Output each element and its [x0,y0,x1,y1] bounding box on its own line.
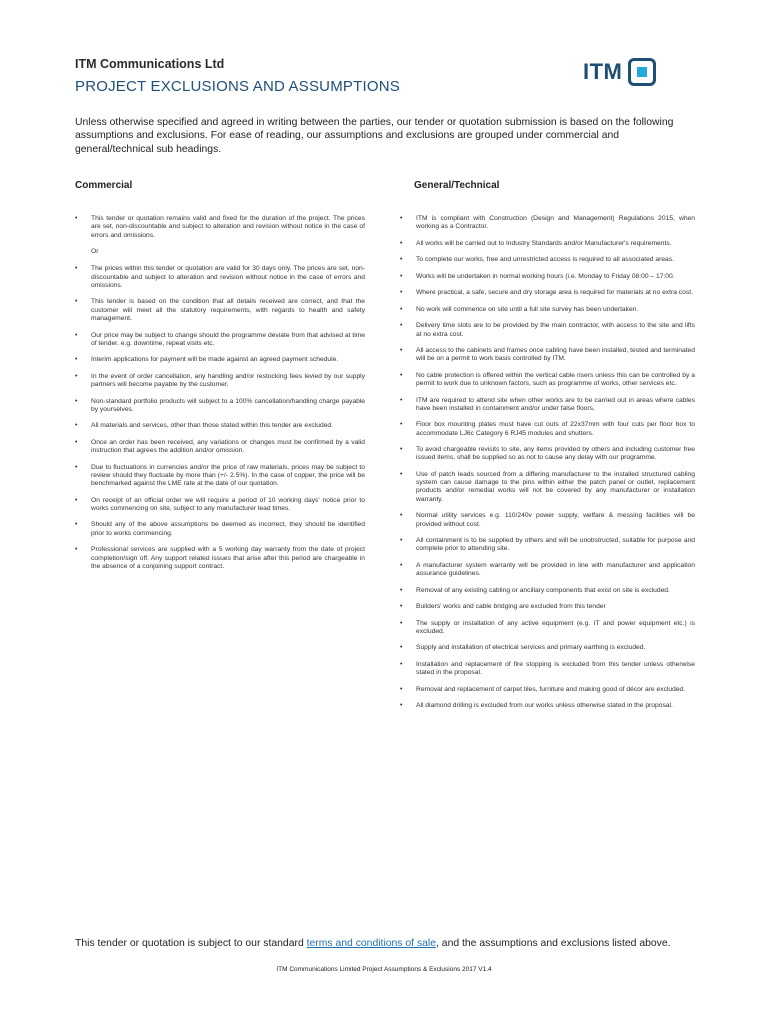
list-item [75,422,365,430]
list-item-text: No cable protection is offered within the vertical cable risers unless this can be controlled by a permit to work due to unknown factors, such as programme of works, other services etc. [416,371,695,388]
list-item-text: Should any of the above assumptions be deemed as incorrect, they should be identified prior to works commencing. [91,521,365,537]
bullet-icon: • [75,422,78,430]
list-item [400,562,695,579]
bullet-icon: • [400,660,403,668]
bullet-icon: • [400,239,403,247]
bullet-icon: • [400,256,403,264]
page-title: PROJECT EXCLUSIONS AND ASSUMPTIONS [75,78,400,95]
itm-logo [583,58,656,86]
list-item-text: All access to the cabinets and frames once cabling have been installed, tested and terminated will be on a permit to work basis controlled by ITM. [416,346,695,363]
bullet-icon: • [75,463,78,471]
list-item [400,471,695,504]
list-item [75,521,365,538]
bullet-icon: • [400,619,403,627]
list-item-text: All diamond drilling is excluded from our works unless otherwise stated in the proposal. [416,702,673,710]
list-item-text: Installation and replacement of fire stopping is excluded from this tender unless otherwise stated in the proposal. [416,660,695,677]
list-item [75,546,365,571]
intro-paragraph: Unless otherwise specified and agreed in writing between the parties, our tender or quotation submission is based on the following assumptions and exclusions. For ease of reading, our assumptions and exclusions are grouped under commercial and general/technical sub headings. [75,117,674,155]
list-item [400,421,695,438]
bullet-icon: • [400,537,403,545]
list-item-text: Once an order has been received, any variations or changes must be confirmed by a valid instruction that agrees the addition and/or omission. [91,438,365,455]
list-item [400,537,695,554]
list-item [400,446,695,463]
list-item-text: All works will be carried out to Industry Standards and/or Manufacturer's requirements. [416,239,672,247]
list-item [400,686,695,694]
list-item-text: Builders' works and cable bridging are excluded from this tender [416,603,606,611]
list-item-text: This tender or quotation remains valid and fixed for the duration of the project. The prices are set, non-discountable and subject to alteration and revision without notice in the case of errors and omissions. [91,215,365,239]
bullet-icon: • [400,512,403,520]
list-item [400,256,695,264]
bullet-icon: • [75,546,78,554]
footer-text-before: This tender or quotation is subject to our standard [75,938,307,949]
bullet-icon: • [75,496,78,504]
list-item-text: All containment is to be supplied by others and will be unobstructed, suitable for purpose and complete prior to attending site. [416,537,695,553]
bullet-icon: • [400,305,403,313]
bullet-icon: • [75,521,78,529]
technical-list [400,215,695,719]
list-item [400,273,695,281]
bullet-icon: • [75,331,78,339]
list-item [400,512,695,529]
list-item [75,265,365,290]
logo-square-icon [628,58,656,86]
list-item-text: The prices within this tender or quotation are valid for 30 days only. The prices are set, non-discountable and subject to alteration and revision without notice in the case of errors and omissions. [91,265,365,289]
list-item-text: Supply and installation of electrical services and primary earthing is excluded. [416,644,646,652]
list-item [400,306,695,314]
bullet-icon: • [400,396,403,404]
document-reference: ITM Communications Limited Project Assumptions & Exclusions 2017 V1.4 [276,966,492,973]
list-item-text: In the event of order cancellation, any handling and/or restocking fees levied by our supply partners will become payable by the customer. [91,372,365,389]
list-item [400,702,695,710]
list-item-text: On receipt of an official order we will require a period of 10 working days' notice prior to works commencing on site, subject to any manufacturer lead times. [91,496,365,512]
footer-statement [75,938,671,949]
company-name: ITM Communications Ltd [75,57,225,71]
or-separator: Or [91,248,99,256]
list-item-text: Interim applications for payment will be made against an agreed payment schedule. [91,356,339,364]
list-item-text: Normal utility services e.g. 110/240v power supply, welfare & messing facilities will be provided without cost. [416,512,695,528]
list-item-text: A manufacturer system warranty will be provided in line with manufacturer and application assurance guidelines. [416,561,695,578]
bullet-icon: • [400,561,403,569]
terms-link[interactable]: terms and conditions of sale [306,938,437,949]
bullet-icon: • [400,685,403,693]
bullet-icon: • [400,702,403,710]
list-item [75,497,365,514]
list-item-text: Non-standard portfolio products will subject to a 100% cancellation/handling charge payable by yourselves. [91,397,365,413]
bullet-icon: • [75,438,78,446]
list-item-text: Removal of any existing cabling or ancillary components that exist on site is excluded. [416,586,670,594]
list-item-text: All materials and services, other than those stated within this tender are excluded. [91,422,333,430]
bullet-icon: • [400,603,403,611]
bullet-icon: • [75,397,78,405]
list-item [400,620,695,637]
list-item-text: Our price may be subject to change should the programme deviate from that advised at time of tender. e.g. downtime, repeat visits etc. [91,331,365,347]
list-item-text: Where practical, a safe, secure and dry storage area is required for materials at no extra cost. [416,289,693,297]
list-item-text: Floor box mounting plates must have cut outs of 22x37mm with four cuts per floor box to accommodate LJ6c Category 6 RJ45 modules and shutters. [416,421,695,437]
list-item [400,347,695,364]
list-item [75,439,365,456]
list-item-text: Removal and replacement of carpet tiles, furniture and making good of décor are excluded. [416,685,686,693]
bullet-icon: • [75,215,78,222]
list-item [400,215,695,232]
list-item [400,240,695,248]
technical-heading: General/Technical [414,180,500,191]
bullet-icon: • [400,470,403,478]
list-item [400,322,695,339]
list-item-text: Use of patch leads sourced from a differing manufacturer to the installed structured cabling system can cause damage to the pins within either the patch panel or outlet, replacement products and/or remedial works will not be covered by any manufacturer or installation warranty. [416,470,695,503]
bullet-icon: • [400,644,403,652]
list-item-text: ITM is compliant with Construction (Design and Management) Regulations 2015, when working as a Contractor. [416,215,695,231]
bullet-icon: • [75,372,78,380]
list-item [400,372,695,389]
list-item [400,289,695,297]
bullet-icon: • [75,265,78,273]
bullet-icon: • [400,371,403,379]
bullet-icon: • [75,298,78,306]
bullet-icon: • [400,421,403,429]
list-item-text: Professional services are supplied with a 5 working day warranty from the date of project completion/sign off. Any support related issues that arise after this period are chargeable in the absence of a conjoining support contract. [91,546,365,570]
list-item-text: Due to fluctuations in currencies and/or the price of raw materials, prices may be subject to review should they fluctuate by more than (+/- 2.5%). In the case of copper, the price will be benchmarked against the LME rate at the date of our quotation. [91,463,365,488]
list-item-text: No work will commence on site until a full site survey has been undertaken. [416,305,639,313]
list-item [400,661,695,678]
bullet-icon: • [400,446,403,454]
list-item-text: ITM are required to attend site when other works are to be carried out in areas where cables have been installed in containment and/or under false floors. [416,396,695,412]
list-item [400,587,695,595]
footer-text-after: , and the assumptions and exclusions listed above. [436,938,671,949]
list-item [75,215,365,240]
logo-text: ITM [583,59,623,84]
list-item-text: To avoid chargeable revisits to site, any items provided by others and including customer free issued items, shall be supplied so as not to cause any delay with our programme. [416,446,695,462]
list-item [400,644,695,652]
list-item [75,373,365,390]
list-item [75,356,365,364]
list-item-text: The supply or installation of any active equipment (e.g. IT and power equipment etc.) is excluded. [416,619,695,635]
bullet-icon: • [400,346,403,354]
bullet-icon: • [75,356,78,364]
bullet-icon: • [400,586,403,594]
list-item-text: This tender is based on the condition that all details received are correct, and that the customer will meet all the statutory requirements, with regards to health and safety management. [91,298,365,323]
commercial-list [75,215,365,579]
list-item [75,398,365,415]
bullet-icon: • [400,322,403,330]
list-item-text: Delivery time slots are to be provided by the main contractor, with access to the site and lifts at no extra cost. [416,322,695,338]
list-item-text: To complete our works, free and unrestricted access is required to all associated areas. [416,256,674,264]
list-item [400,397,695,414]
commercial-heading: Commercial [75,180,133,191]
list-item [75,298,365,323]
list-item [75,464,365,489]
bullet-icon: • [400,215,403,222]
list-item [400,603,695,611]
bullet-icon: • [400,289,403,297]
list-item-text: Works will be undertaken in normal working hours (i.e. Monday to Friday 08:00 – 17:00. [416,272,675,280]
bullet-icon: • [400,272,403,280]
list-item [75,332,365,349]
